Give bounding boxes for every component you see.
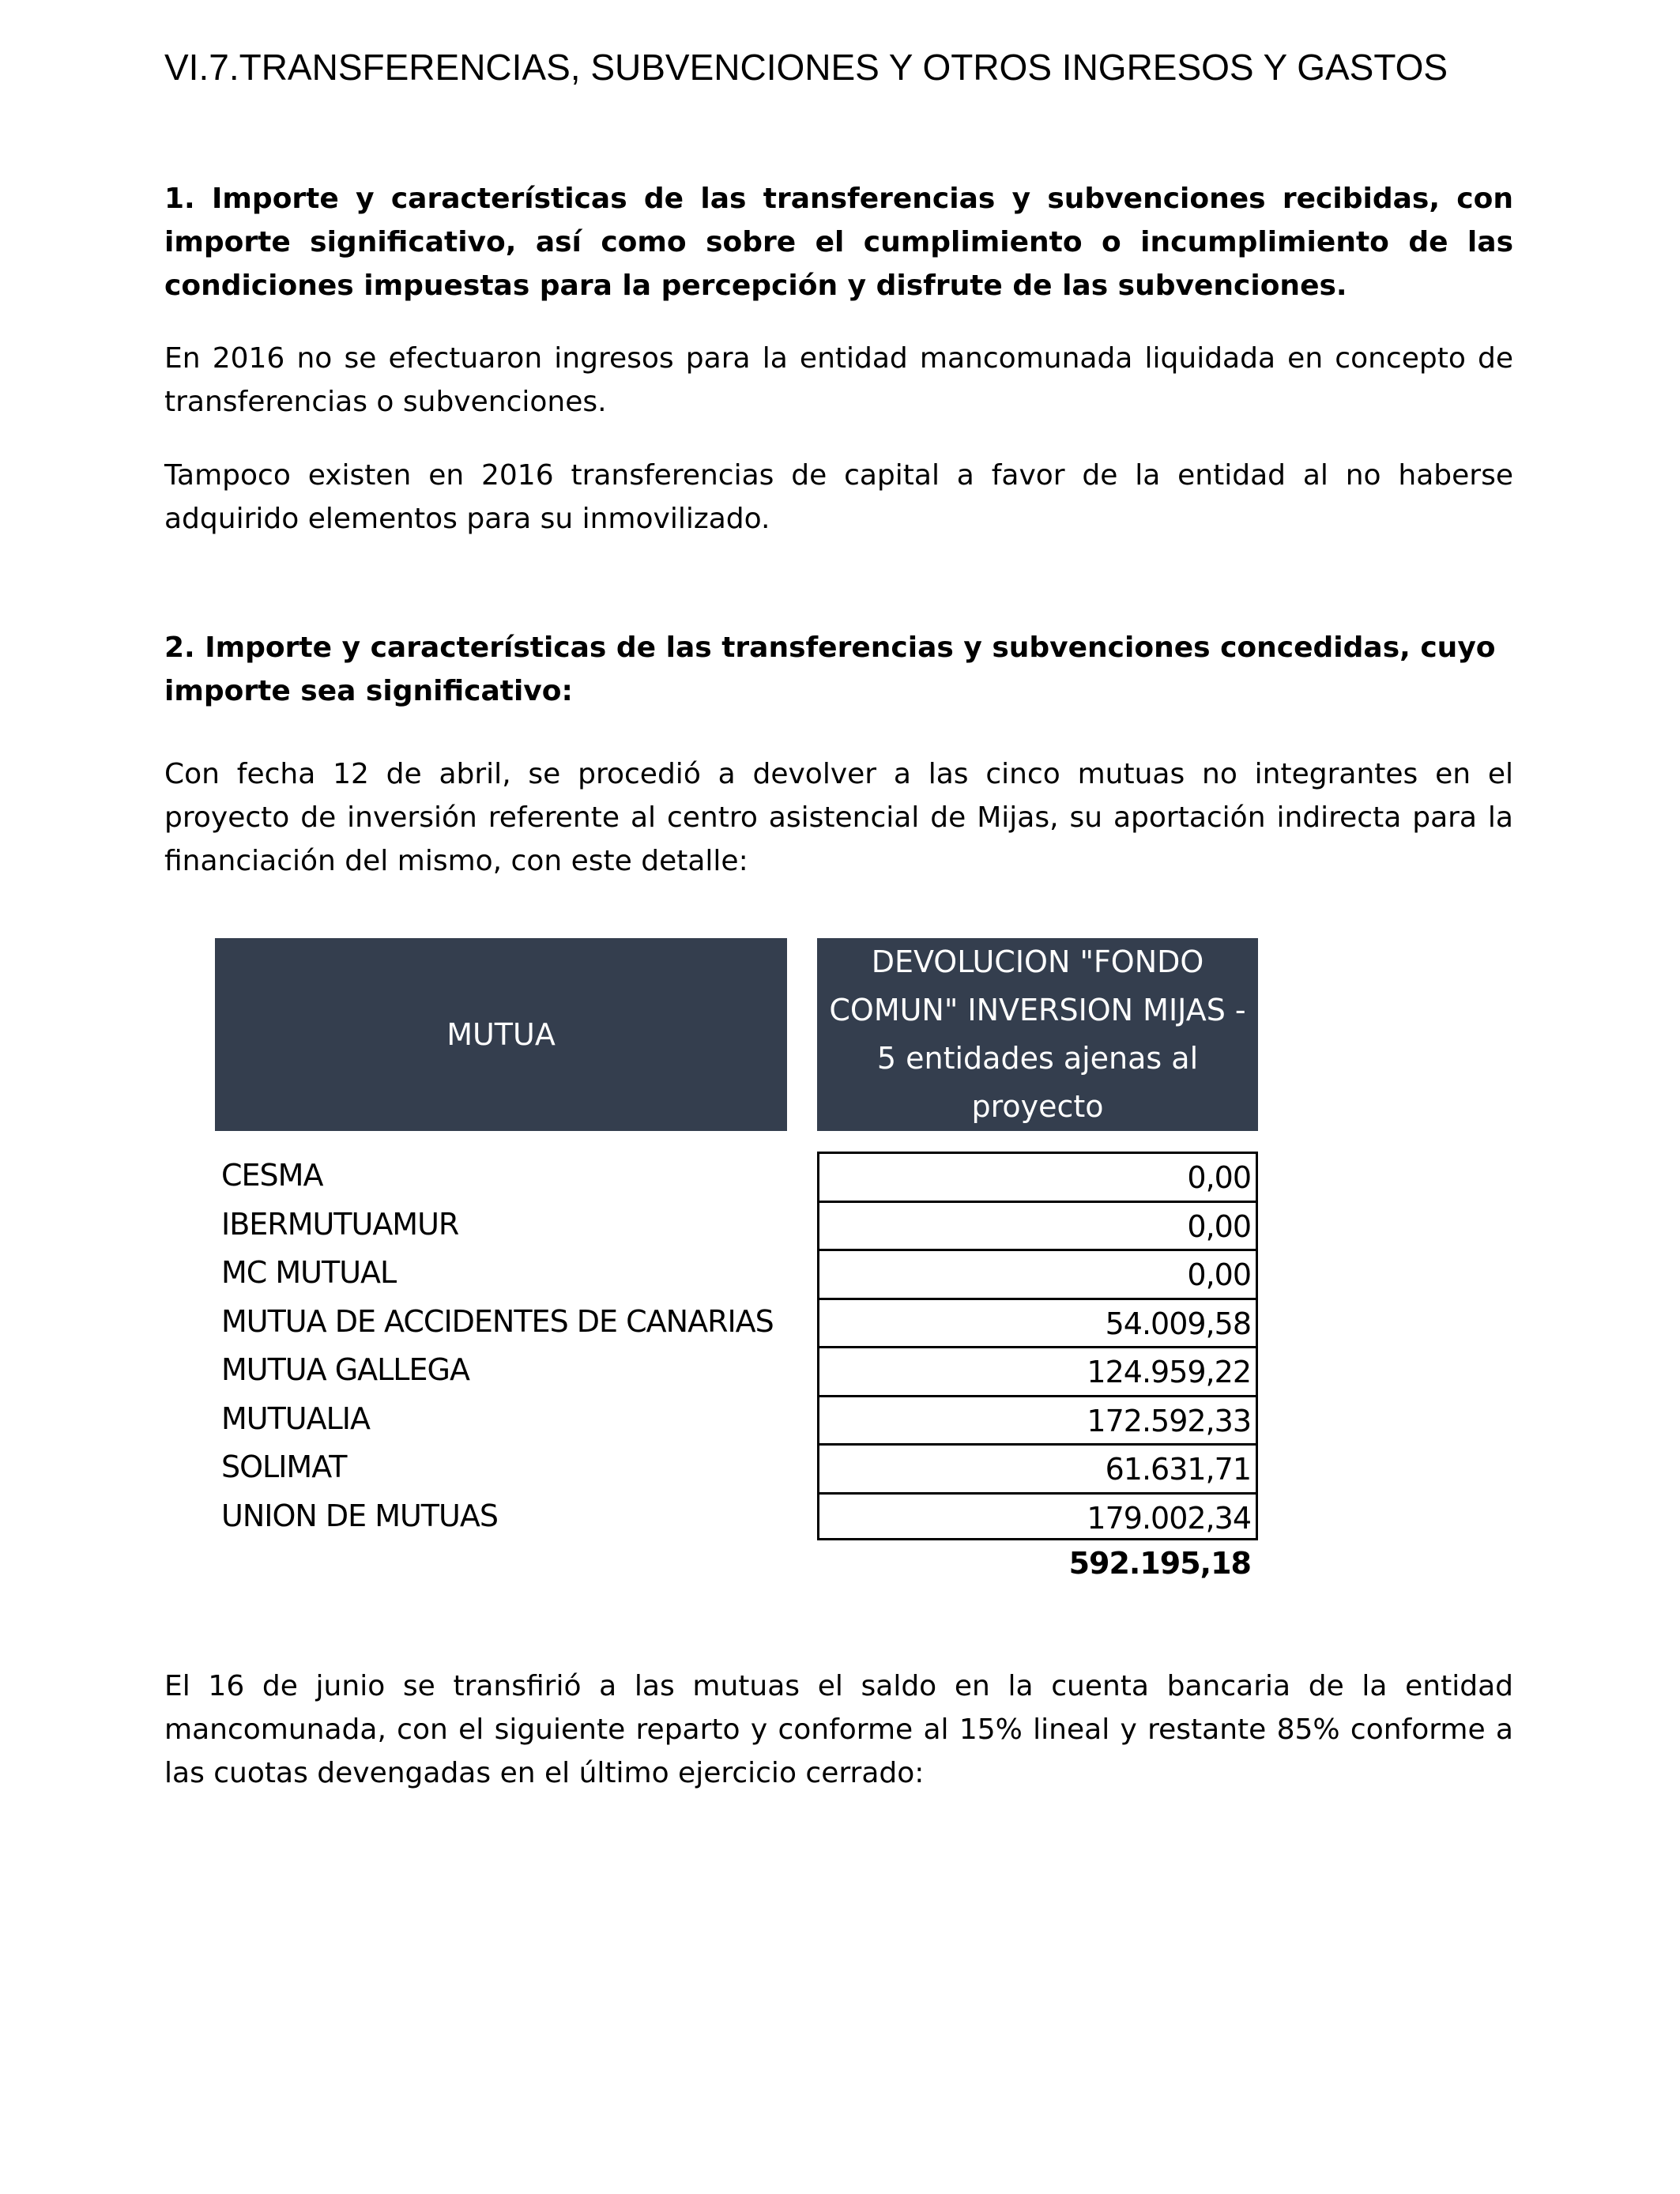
section-1-paragraph-2: Tampoco existen en 2016 transferencias de capital a favor de la entidad al no haberse adquirido elementos para su inmovilizado. — [164, 459, 1513, 535]
row-mutua-name: SOLIMAT — [221, 1449, 347, 1484]
table-row — [0, 1346, 1680, 1395]
section-1-heading: 1. Importe y características de las transferencias y subvenciones recibidas, con importe significativo, así como sobre el cumplimiento o incumplimiento de las condiciones impuestas para la percepción y disfrute de las subvenciones. — [164, 183, 1513, 302]
section-2-intro: Con fecha 12 de abril, se procedió a devolver a las cinco mutuas no integrantes en el proyecto de inversión referente al centro asistencial de Mijas, su aportación indirecta para la financiación del mismo, con este detalle: — [164, 758, 1513, 877]
page-title: VI.7.TRANSFERENCIAS, SUBVENCIONES Y OTROS INGRESOS Y GASTOS — [164, 47, 1448, 88]
row-mutua-name: MC MUTUAL — [221, 1255, 397, 1290]
row-mutua-name: CESMA — [221, 1158, 323, 1193]
table-row — [0, 1492, 1680, 1541]
row-mutua-name: MUTUA DE ACCIDENTES DE CANARIAS — [221, 1303, 774, 1339]
section-2-closing: El 16 de junio se transfirió a las mutuas el saldo en la cuenta bancaria de la entidad mancomunada, con el siguiente reparto y conforme al 15% lineal y restante 85% conforme a las cuotas devengadas en el último ejercicio cerrado: — [164, 1670, 1513, 1789]
table-total: 592.195,18 — [1068, 1546, 1251, 1581]
row-amount: 0,00 — [817, 1152, 1258, 1201]
row-mutua-name: IBERMUTUAMUR — [221, 1206, 459, 1242]
table-row — [0, 1395, 1680, 1444]
row-mutua-name: UNION DE MUTUAS — [221, 1498, 498, 1533]
row-mutua-name: MUTUALIA — [221, 1400, 370, 1436]
table-header-mutua-label: MUTUA — [446, 1017, 556, 1052]
row-amount: 61.631,71 — [817, 1443, 1258, 1492]
table-row — [0, 1152, 1680, 1201]
row-amount: 0,00 — [817, 1249, 1258, 1298]
table-row — [0, 1201, 1680, 1250]
section-2-heading: 2. Importe y características de las transferencias y subvenciones concedidas, cuyo importe sea significativo: — [164, 631, 1496, 707]
table-row — [0, 1249, 1680, 1298]
row-amount: 0,00 — [817, 1201, 1258, 1250]
row-mutua-name: MUTUA GALLEGA — [221, 1352, 469, 1387]
row-amount: 124.959,22 — [817, 1346, 1258, 1395]
table-row — [0, 1443, 1680, 1492]
table-row — [0, 1298, 1680, 1347]
row-amount: 172.592,33 — [817, 1395, 1258, 1444]
row-amount: 54.009,58 — [817, 1298, 1258, 1347]
table-header-value — [817, 938, 1258, 1131]
row-amount: 179.002,34 — [817, 1492, 1258, 1541]
section-1-paragraph-1: En 2016 no se efectuaron ingresos para la entidad mancomunada liquidada en concepto de transferencias o subvenciones. — [164, 342, 1513, 418]
table-header-mutua — [215, 938, 787, 1131]
table-header-value-label: DEVOLUCION "FONDO COMUN" INVERSION MIJAS - 5 entidades ajenas al proyecto — [829, 944, 1246, 1124]
